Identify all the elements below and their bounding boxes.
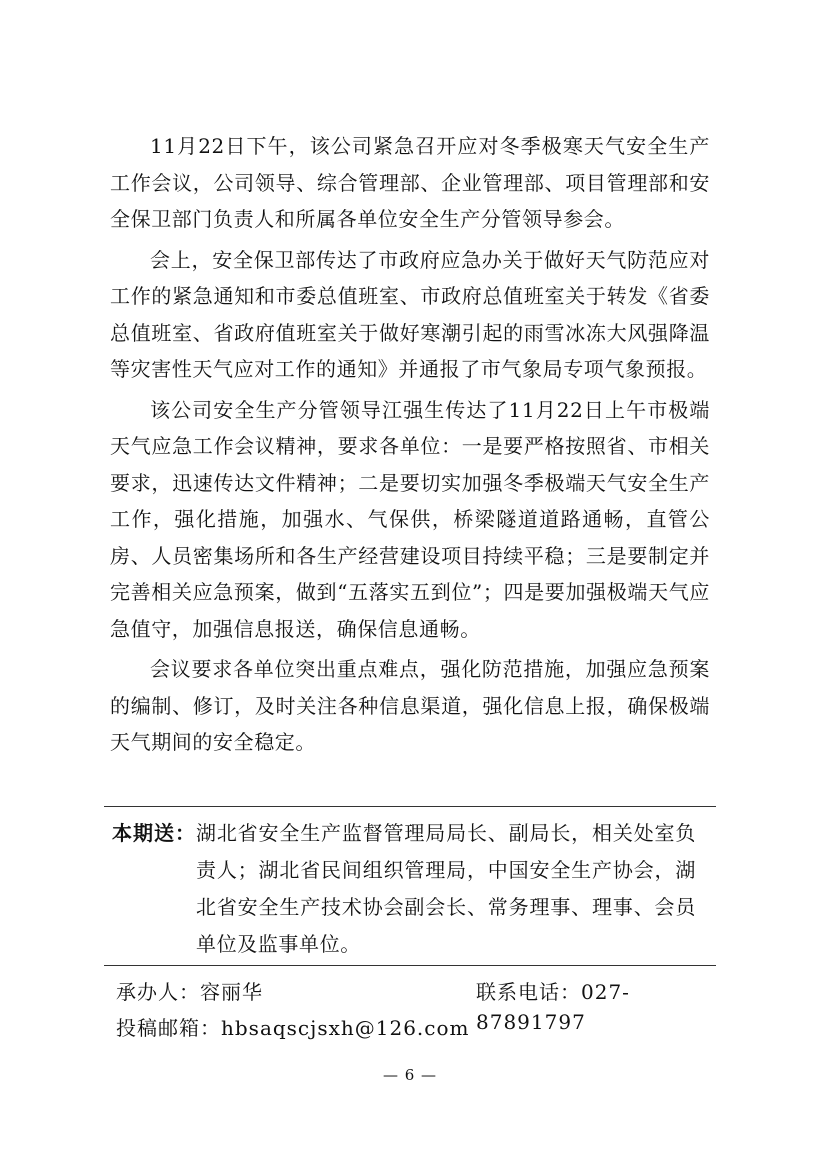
article-body [110,128,710,765]
paragraph-meeting-summary: 11月22日下午，该公司紧急召开应对冬季极寒天气安全生产工作会议，公司领导、综合管理部、企业管理部、项目管理部和安全保卫部门负责人和所属各单位安全生产分管领导参会。 [110,134,710,231]
page-number: — 6 — [382,1066,438,1084]
divider-bottom [104,965,716,966]
divider-top [104,806,716,807]
distribution-label: 本期送： [112,821,196,845]
paragraph-conclusion: 会议要求各单位突出重点难点，强化防范措施，加强应急预案的编制、修订，及时关注各种信息渠道，强化信息上报，确保极端天气期间的安全稳定。 [110,657,710,754]
paragraph-requirements: 该公司安全生产分管领导江强生传达了11月22日上午市极端天气应急工作会议精神，要求各单位：一是要严格按照省、市相关要求，迅速传达文件精神；二是要切实加强冬季极端天气安全生产工作，强化措施，加强水、气保供，桥梁隧道道路通畅，直管公房、人员密集场所和各生产经营建设项目持续平稳；三是要制定并完善相关应急预案，做到“五落实五到位”；四是要加强极端天气应急值守，加强信息报送，确保信息通畅。 [110,397,710,641]
email-text: 投稿邮箱：hbsaqscjsxh@126.com [116,1016,470,1040]
distribution-recipients: 湖北省安全生产监督管理局局长、副局长，相关处室负责人；湖北省民间组织管理局，中国安全生产协会，湖北省安全生产技术协会副会长、常务理事、理事、会员单位及监事单位。 [196,821,696,956]
phone-text: 联系电话：027-87891797 [476,980,630,1034]
paragraph-notice-relay: 会上，安全保卫部传达了市政府应急办关于做好天气防范应对工作的紧急通知和市委总值班室、市政府总值班室关于转发《省委总值班室、省政府值班室关于做好寒潮引起的雨雪冰冻大风强降温等灾害性天气应对工作的通知》并通报了市气象局专项气象预报。 [110,247,710,381]
handler-text: 承办人：容丽华 [116,980,263,1004]
